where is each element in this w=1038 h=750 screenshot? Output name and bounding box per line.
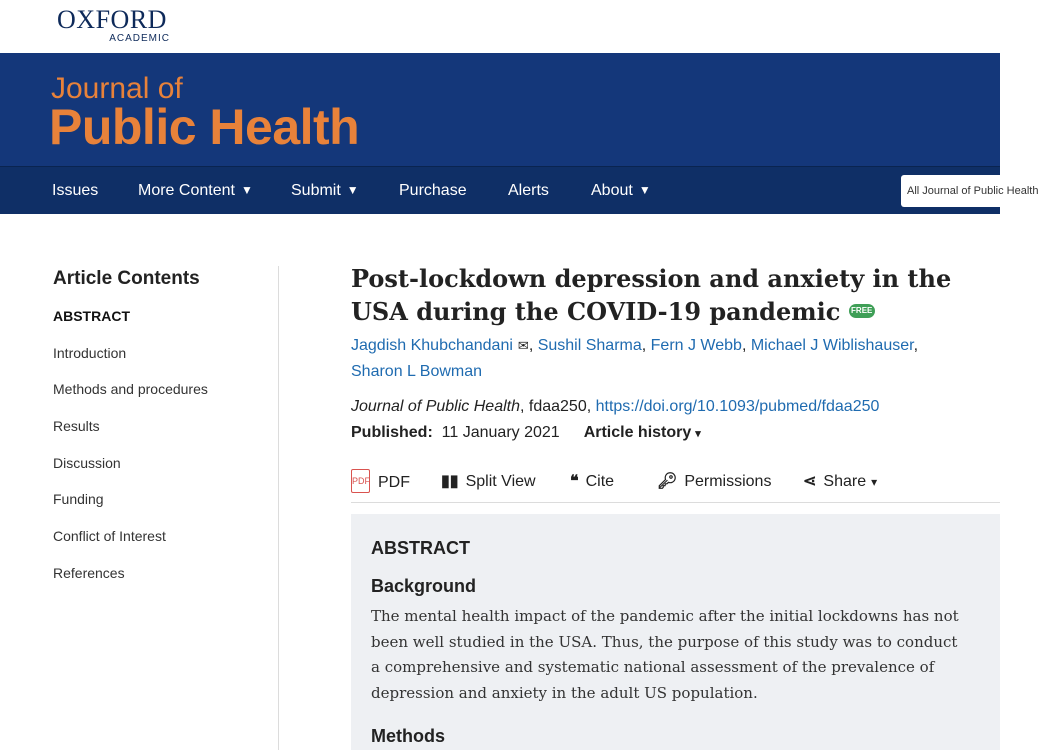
- main-nav: [0, 166, 1038, 214]
- sidebar-item-references[interactable]: References: [53, 564, 125, 581]
- free-badge: FREE: [849, 304, 875, 318]
- caret-down-icon: ▼: [346, 183, 359, 197]
- doi-link[interactable]: https://doi.org/10.1093/pubmed/fdaa250: [595, 398, 880, 415]
- split-view-button[interactable]: [441, 471, 536, 493]
- abstract-panel: [351, 514, 1000, 750]
- split-view-icon: ▮▮: [441, 473, 459, 490]
- citation-journal: Journal of Public Health: [351, 398, 520, 415]
- caret-down-icon: ▾: [695, 428, 701, 440]
- share-button[interactable]: [803, 471, 877, 493]
- nav-submit[interactable]: [291, 181, 359, 201]
- methods-heading: Methods: [371, 726, 445, 746]
- publisher-bar: [0, 0, 1000, 53]
- article-header: [351, 262, 1000, 445]
- mail-icon[interactable]: ✉: [517, 338, 529, 353]
- article-toolbar: [351, 469, 1000, 503]
- published-label: Published:: [351, 424, 433, 441]
- sidebar-item-methods[interactable]: Methods and procedures: [53, 381, 208, 398]
- caret-down-icon: ▾: [871, 475, 878, 489]
- cite-label: Cite: [585, 473, 615, 490]
- published-date: 11 January 2021: [441, 424, 560, 441]
- author-link[interactable]: Michael J Wiblishauser: [750, 337, 914, 354]
- split-view-label: Split View: [465, 473, 536, 490]
- journal-title-line2[interactable]: Public Health: [49, 99, 360, 155]
- share-label: Share: [823, 473, 867, 490]
- nav-purchase-label: Purchase: [399, 182, 467, 199]
- citation-article-id: , fdaa250,: [519, 398, 596, 415]
- caret-down-icon: ▼: [638, 183, 651, 197]
- sidebar-item-abstract[interactable]: ABSTRACT: [53, 308, 130, 324]
- nav-purchase[interactable]: [399, 181, 467, 201]
- background-heading: Background: [371, 576, 477, 596]
- sidebar-item-funding[interactable]: Funding: [53, 491, 104, 508]
- publisher-name: OXFORD: [57, 5, 167, 34]
- search-scope-select[interactable]: All Journal of Public Health: [901, 175, 1011, 207]
- nav-submit-label: Submit: [291, 182, 341, 199]
- pdf-file-icon: PDF: [351, 469, 370, 493]
- nav-alerts-label: Alerts: [508, 182, 549, 199]
- author-link[interactable]: Jagdish Khubchandani: [351, 337, 513, 354]
- sidebar-item-results[interactable]: Results: [53, 418, 100, 435]
- permissions-label: Permissions: [684, 473, 772, 490]
- sidebar-item-introduction[interactable]: Introduction: [53, 344, 127, 361]
- quote-icon: ❝: [570, 473, 579, 490]
- sidebar-item-conflict-of-interest[interactable]: Conflict of Interest: [53, 528, 166, 545]
- article-history-label: Article history: [583, 424, 692, 441]
- author-link[interactable]: Sushil Sharma: [537, 337, 642, 354]
- journal-title-line1[interactable]: Journal of: [51, 72, 183, 105]
- key-icon: 🔑︎: [657, 473, 678, 490]
- article-title: [351, 262, 991, 328]
- pdf-button[interactable]: [351, 471, 410, 495]
- nav-about[interactable]: [591, 181, 651, 201]
- author-link[interactable]: Fern J Webb: [650, 337, 742, 354]
- share-icon: ⋖: [803, 473, 817, 490]
- nav-more-content[interactable]: [138, 181, 253, 201]
- nav-issues[interactable]: [52, 181, 98, 201]
- pdf-label: PDF: [378, 474, 410, 492]
- background-text: The mental health impact of the pandemic after the initial lockdowns has not been well studied in the USA. Thus, the purpose of this study was to conduct a comprehensive and systematic national assessment of the prevalence of depression and anxiety in the adult US population.: [371, 607, 959, 702]
- abstract-heading: ABSTRACT: [371, 538, 470, 558]
- article-history-toggle[interactable]: [584, 424, 701, 441]
- article-title-text: Post-lockdown depression and anxiety in the USA during the COVID-19 pandemic: [351, 264, 952, 326]
- published-row: [351, 422, 1000, 445]
- sidebar-divider: [278, 266, 279, 750]
- sidebar-title: Article Contents: [53, 268, 200, 289]
- journal-banner: [0, 53, 1000, 166]
- caret-down-icon: ▼: [240, 183, 253, 197]
- article-contents-sidebar: [53, 266, 273, 600]
- nav-alerts[interactable]: [508, 181, 549, 201]
- oxford-academic-logo[interactable]: [52, 7, 172, 45]
- author-list: Jagdish Khubchandani ✉, Sushil Sharma, Fern J Webb, Michael J Wiblishauser, Sharon L Bowman: [351, 333, 971, 385]
- cite-button[interactable]: [570, 471, 614, 493]
- nav-more-content-label: More Content: [138, 182, 235, 199]
- nav-about-label: About: [591, 182, 633, 199]
- publisher-sub: ACADEMIC: [109, 33, 170, 44]
- citation-line: [351, 396, 1000, 418]
- permissions-button[interactable]: [657, 471, 771, 493]
- sidebar-item-discussion[interactable]: Discussion: [53, 454, 121, 471]
- nav-issues-label: Issues: [52, 182, 99, 199]
- author-link[interactable]: Sharon L Bowman: [351, 363, 483, 380]
